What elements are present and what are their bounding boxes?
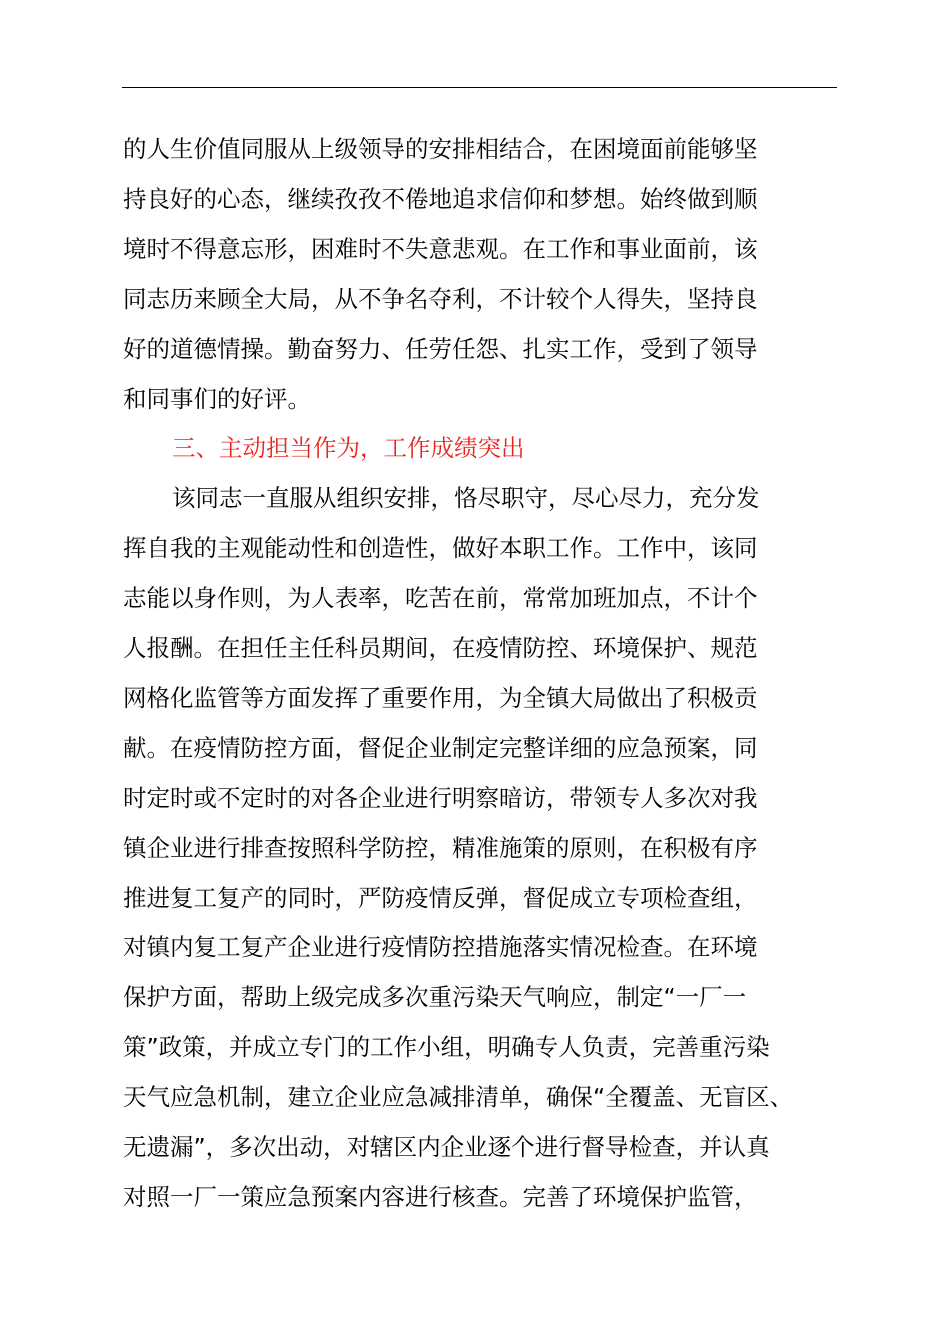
body-line: 和同事们的好评。 [123, 385, 311, 413]
body-line: 对镇内复工复产企业进行疫情防控措施落实情况检查。在环境 [123, 933, 758, 961]
body-line: 策”政策，并成立专门的工作小组，明确专人负责，完善重污染 [123, 1033, 770, 1061]
body-line: 时定时或不定时的对各企业进行明察暗访，带领专人多次对我 [123, 784, 758, 812]
body-line: 的人生价值同服从上级领导的安排相结合，在困境面前能够坚 [123, 135, 758, 163]
body-line: 对照一厂一策应急预案内容进行核查。完善了环境保护监管， [123, 1183, 758, 1211]
body-line: 该同志一直服从组织安排，恪尽职守，尽心尽力，充分发 [172, 484, 760, 512]
body-line: 人报酬。在担任主任科员期间，在疫情防控、环境保护、规范 [123, 634, 758, 662]
body-line: 同志历来顾全大局，从不争名夺利，不计较个人得失，坚持良 [123, 285, 758, 313]
body-line: 镇企业进行排查按照科学防控，精准施策的原则，在积极有序 [123, 834, 758, 862]
body-line: 持良好的心态，继续孜孜不倦地追求信仰和梦想。始终做到顺 [123, 185, 758, 213]
body-line: 保护方面，帮助上级完成多次重污染天气响应，制定“一厂一 [123, 983, 747, 1011]
body-line: 网格化监管等方面发挥了重要作用，为全镇大局做出了积极贡 [123, 684, 758, 712]
body-line: 推进复工复产的同时，严防疫情反弹，督促成立专项检查组， [123, 884, 758, 912]
body-line: 无遗漏”，多次出动，对辖区内企业逐个进行督导检查，并认真 [123, 1133, 770, 1161]
body-line: 天气应急机制，建立企业应急减排清单，确保“全覆盖、无盲区、 [123, 1083, 794, 1111]
body-line: 献。在疫情防控方面，督促企业制定完整详细的应急预案，同 [123, 734, 758, 762]
section-heading: 三、主动担当作为，工作成绩突出 [172, 434, 525, 462]
body-line: 境时不得意忘形，困难时不失意悲观。在工作和事业面前，该 [123, 235, 758, 263]
body-line: 好的道德情操。勤奋努力、任劳任怨、扎实工作，受到了领导 [123, 335, 758, 363]
header-rule [122, 87, 837, 88]
body-line: 志能以身作则，为人表率，吃苦在前，常常加班加点，不计个 [123, 584, 758, 612]
body-line: 挥自我的主观能动性和创造性，做好本职工作。工作中，该同 [123, 534, 758, 562]
